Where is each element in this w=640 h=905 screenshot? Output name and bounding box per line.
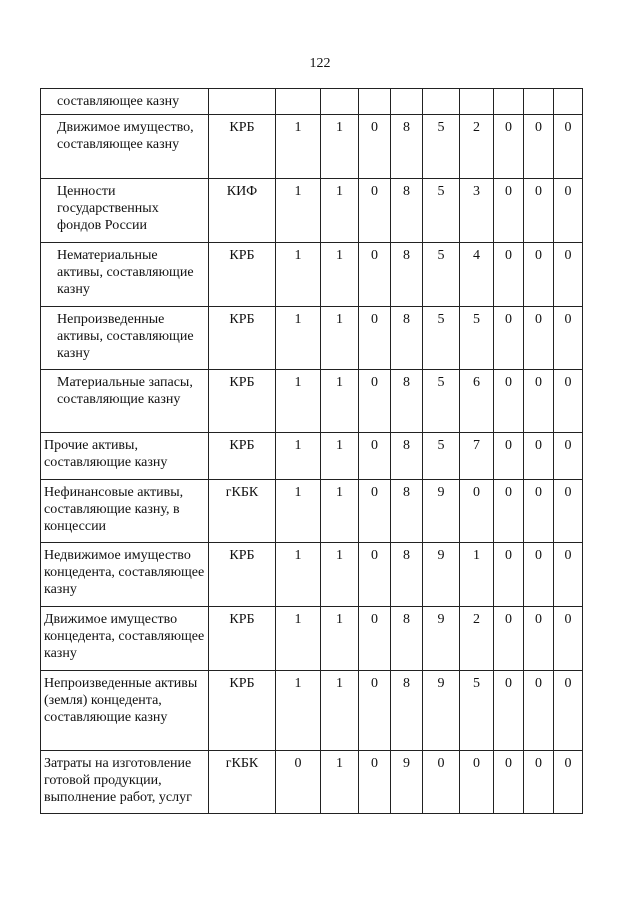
- table-row: [41, 480, 583, 543]
- digit-cell: 5: [423, 370, 460, 433]
- digit-cell: [391, 89, 423, 115]
- digit-cell: 0: [554, 433, 583, 480]
- digit-cell: 1: [276, 370, 321, 433]
- table-row: [41, 115, 583, 179]
- digit-cell: [524, 89, 554, 115]
- digit-cell: 8: [391, 115, 423, 179]
- table-row: [41, 179, 583, 243]
- digit-cell: 9: [391, 751, 423, 814]
- table-row: [41, 607, 583, 671]
- digit-cell: 1: [321, 607, 359, 671]
- account-name-cell: Нефинансовые активы, составляющие казну, в концессии: [41, 480, 209, 543]
- digit-cell: 0: [554, 307, 583, 370]
- digit-cell: 0: [494, 370, 524, 433]
- account-name-cell: Нематериальные активы, составляющие казну: [41, 243, 209, 307]
- digit-cell: 0: [494, 751, 524, 814]
- digit-cell: 0: [359, 115, 391, 179]
- table-row: [41, 307, 583, 370]
- digit-cell: 1: [321, 115, 359, 179]
- digit-cell: 2: [460, 115, 494, 179]
- digit-cell: 1: [321, 480, 359, 543]
- digit-cell: 1: [276, 243, 321, 307]
- digit-cell: 8: [391, 607, 423, 671]
- code-type-cell: КРБ: [209, 433, 276, 480]
- digit-cell: 1: [276, 543, 321, 607]
- accounts-table: [40, 88, 583, 814]
- code-type-cell: гКБК: [209, 751, 276, 814]
- digit-cell: 9: [423, 607, 460, 671]
- digit-cell: 5: [423, 433, 460, 480]
- digit-cell: 0: [359, 433, 391, 480]
- digit-cell: [554, 89, 583, 115]
- digit-cell: 0: [494, 179, 524, 243]
- code-type-cell: гКБК: [209, 480, 276, 543]
- code-type-cell: КРБ: [209, 607, 276, 671]
- digit-cell: 1: [276, 480, 321, 543]
- digit-cell: 5: [423, 115, 460, 179]
- digit-cell: 1: [321, 307, 359, 370]
- digit-cell: 0: [524, 751, 554, 814]
- digit-cell: 0: [554, 480, 583, 543]
- digit-cell: 0: [554, 243, 583, 307]
- digit-cell: 8: [391, 671, 423, 751]
- digit-cell: 0: [524, 307, 554, 370]
- digit-cell: 1: [321, 243, 359, 307]
- digit-cell: 7: [460, 433, 494, 480]
- digit-cell: 0: [524, 607, 554, 671]
- digit-cell: 1: [460, 543, 494, 607]
- digit-cell: 5: [460, 671, 494, 751]
- digit-cell: 3: [460, 179, 494, 243]
- digit-cell: 0: [554, 370, 583, 433]
- code-type-cell: КИФ: [209, 179, 276, 243]
- account-name-cell: Движимое имущество концедента, составляющее казну: [41, 607, 209, 671]
- digit-cell: 0: [494, 307, 524, 370]
- digit-cell: 5: [423, 307, 460, 370]
- digit-cell: 0: [494, 243, 524, 307]
- digit-cell: 0: [524, 480, 554, 543]
- digit-cell: 0: [276, 751, 321, 814]
- digit-cell: 0: [494, 543, 524, 607]
- table-row: [41, 89, 583, 115]
- account-name-cell: составляющее казну: [41, 89, 209, 115]
- digit-cell: 8: [391, 433, 423, 480]
- code-type-cell: КРБ: [209, 671, 276, 751]
- digit-cell: 0: [494, 480, 524, 543]
- digit-cell: 1: [276, 433, 321, 480]
- digit-cell: 0: [524, 115, 554, 179]
- code-type-cell: [209, 89, 276, 115]
- digit-cell: 8: [391, 243, 423, 307]
- account-name-cell: Ценности государственных фондов России: [41, 179, 209, 243]
- digit-cell: 0: [359, 751, 391, 814]
- digit-cell: 0: [554, 115, 583, 179]
- digit-cell: 0: [554, 607, 583, 671]
- code-type-cell: КРБ: [209, 115, 276, 179]
- digit-cell: 4: [460, 243, 494, 307]
- digit-cell: 1: [276, 179, 321, 243]
- digit-cell: 0: [494, 433, 524, 480]
- digit-cell: 9: [423, 543, 460, 607]
- digit-cell: 0: [359, 370, 391, 433]
- digit-cell: 1: [276, 607, 321, 671]
- digit-cell: 0: [359, 243, 391, 307]
- code-type-cell: КРБ: [209, 243, 276, 307]
- table-row: [41, 671, 583, 751]
- account-name-cell: Прочие активы, составляющие казну: [41, 433, 209, 480]
- digit-cell: 0: [359, 307, 391, 370]
- digit-cell: 0: [359, 607, 391, 671]
- digit-cell: 0: [359, 671, 391, 751]
- digit-cell: 0: [524, 370, 554, 433]
- digit-cell: 0: [494, 671, 524, 751]
- digit-cell: 0: [460, 480, 494, 543]
- digit-cell: 8: [391, 543, 423, 607]
- table-row: [41, 543, 583, 607]
- digit-cell: 5: [460, 307, 494, 370]
- page-number: 122: [309, 56, 331, 71]
- digit-cell: 0: [494, 607, 524, 671]
- digit-cell: 8: [391, 307, 423, 370]
- digit-cell: [321, 89, 359, 115]
- digit-cell: 0: [460, 751, 494, 814]
- digit-cell: [359, 89, 391, 115]
- digit-cell: 0: [494, 115, 524, 179]
- digit-cell: 0: [524, 671, 554, 751]
- digit-cell: 0: [524, 179, 554, 243]
- digit-cell: 0: [554, 671, 583, 751]
- digit-cell: 5: [423, 243, 460, 307]
- account-name-cell: Затраты на изготовление готовой продукции, выполнение работ, услуг: [41, 751, 209, 814]
- digit-cell: 9: [423, 480, 460, 543]
- table-row: [41, 433, 583, 480]
- digit-cell: 0: [359, 179, 391, 243]
- digit-cell: [423, 89, 460, 115]
- digit-cell: 9: [423, 671, 460, 751]
- account-name-cell: Непроизведенные активы, составляющие казну: [41, 307, 209, 370]
- digit-cell: 5: [423, 179, 460, 243]
- digit-cell: 0: [524, 543, 554, 607]
- digit-cell: 0: [423, 751, 460, 814]
- account-name-cell: Недвижимое имущество концедента, составляющее казну: [41, 543, 209, 607]
- digit-cell: 0: [554, 179, 583, 243]
- account-name-cell: Непроизведенные активы (земля) концедента, составляющие казну: [41, 671, 209, 751]
- table-row: [41, 370, 583, 433]
- digit-cell: 0: [359, 480, 391, 543]
- digit-cell: 1: [276, 115, 321, 179]
- digit-cell: 1: [276, 307, 321, 370]
- digit-cell: [276, 89, 321, 115]
- digit-cell: 0: [524, 433, 554, 480]
- table-row: [41, 243, 583, 307]
- digit-cell: 1: [321, 179, 359, 243]
- digit-cell: 0: [554, 751, 583, 814]
- code-type-cell: КРБ: [209, 307, 276, 370]
- digit-cell: 1: [321, 370, 359, 433]
- digit-cell: 0: [359, 543, 391, 607]
- digit-cell: 8: [391, 480, 423, 543]
- code-type-cell: КРБ: [209, 543, 276, 607]
- digit-cell: 8: [391, 370, 423, 433]
- digit-cell: 6: [460, 370, 494, 433]
- table-row: [41, 751, 583, 814]
- digit-cell: 0: [524, 243, 554, 307]
- digit-cell: [460, 89, 494, 115]
- digit-cell: 2: [460, 607, 494, 671]
- digit-cell: 1: [276, 671, 321, 751]
- digit-cell: 8: [391, 179, 423, 243]
- digit-cell: 1: [321, 751, 359, 814]
- digit-cell: 1: [321, 543, 359, 607]
- account-name-cell: Движимое имущество, составляющее казну: [41, 115, 209, 179]
- digit-cell: 1: [321, 671, 359, 751]
- account-name-cell: Материальные запасы, составляющие казну: [41, 370, 209, 433]
- digit-cell: [494, 89, 524, 115]
- digit-cell: 1: [321, 433, 359, 480]
- code-type-cell: КРБ: [209, 370, 276, 433]
- digit-cell: 0: [554, 543, 583, 607]
